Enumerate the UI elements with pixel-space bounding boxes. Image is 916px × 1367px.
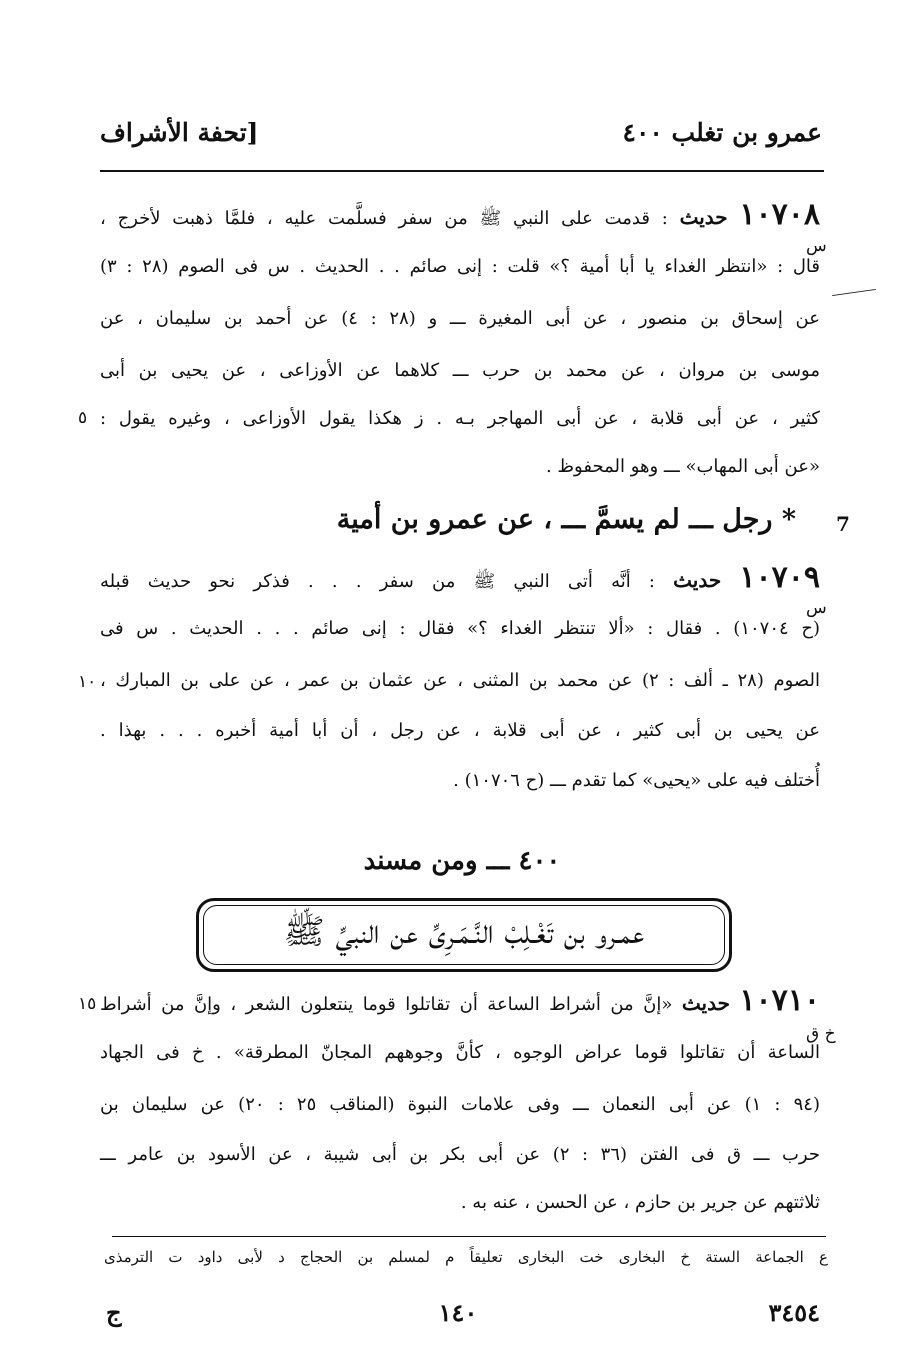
hadith-10710-margin-code: خ ق [806, 1024, 836, 1044]
line-number-5: ٥ [78, 408, 88, 428]
header-rule [100, 170, 824, 172]
hadith-10708-line-5: كثير ، عن أبى قلابة ، عن أبى المهاجر بـه . ز هكذا يقول الأوزاعى ، وغيره يقول : [100, 408, 820, 429]
hadith-10709-line-5: أُختلف فيه على «يحيى» كما تقدم ـــ (ح ١٠٧٠٦) . [453, 770, 820, 791]
hadith-keyword: حديث [679, 205, 728, 229]
footer-reference-number: ٣٤٥٤ [768, 1298, 820, 1327]
page-number: ١٤٠ [438, 1298, 478, 1327]
hadith-10710-line-3: (٩٤ : ١) عن أبى النعمان ـــ وفى علامات النبوة (المناقب ٢٥ : ٢٠) عن سليمان بن [100, 1094, 820, 1115]
running-header [100, 118, 822, 158]
hadith-10710-line-2: الساعة أن تقاتلوا قوما عراض الوجوه ، كأنَّ وجوههم المجانّ المطرقة» . خ فى الجهاد [100, 1042, 820, 1063]
signature-mark: ج [106, 1298, 122, 1327]
hadith-10708-line-4: موسى بن مروان ، عن محمد بن حرب ـــ كلاهما عن الأوزاعى ، عن يحيى بن أبى [100, 360, 820, 381]
hadith-10709-line-1 [100, 560, 820, 597]
subheading-number: 7 [836, 512, 850, 536]
footnote-rule [112, 1236, 826, 1237]
hadith-number: ١٠٧٠٨ [739, 197, 820, 232]
hadith-keyword: حديث [673, 568, 722, 592]
hadith-10710-line-4: حرب ـــ ق فى الفتن (٣٦ : ٢) عن أبى بكر بن أبى شيبة ، عن الأسود بن عامر ـــ [100, 1144, 820, 1165]
hadith-10708-margin-code: س [806, 236, 827, 256]
hadith-10709-margin-code: س [806, 598, 827, 618]
hadith-10709-line-4: عن يحيى بن أبى كثير ، عن أبى قلابة ، عن رجل ، أن أبا أمية أخبره . . . بهذا . [100, 720, 820, 741]
narrator-subheading: * رجل ـــ لم يسمَّ ـــ ، عن عمرو بن أمية [336, 504, 796, 535]
hadith-10708-line-3: عن إسحاق بن منصور ، عن أبى المغيرة ـــ و (٢٨ : ٤) عن أحمد بن سليمان ، عن [100, 308, 820, 329]
hadith-text: : قدمت على النبي ﷺ من سفر فسلَّمت عليه ، فلمَّا ذهبت لأخرج ، [100, 208, 668, 229]
section-title: ٤٠٠ ـــ ومن مسند [363, 846, 561, 876]
hadith-keyword: حديث [681, 991, 730, 1015]
header-chapter-title: عمرو بن تغلب ٤٠٠ [622, 118, 822, 147]
hadith-number: ١٠٧٠٩ [739, 560, 820, 595]
hadith-10710-line-1 [100, 983, 820, 1020]
hadith-10708-line-2: قال : «انتظر الغداء يا أبا أمية ؟» قلت : إنى صائم . . الحديث . س فى الصوم (٢٨ : ٣) [100, 256, 820, 277]
hadith-10709-line-2: (ح ١٠٧٠٤) . فقال : «ألا تنتظر الغداء ؟» فقال : إنى صائم . . . الحديث . س فى [100, 618, 820, 639]
line-number-10: ١٠ [78, 672, 97, 692]
musnad-title: عمـرو بن تَغْـلِبْ النَّـمَـرِىِّ عن النبيِّ ﷺ [283, 911, 645, 952]
abbreviation-key: ع الجماعة الستة خ البخارى خت البخارى تعليقاً م لمسلم بن الحجاج د لأبى داود ت الترمذى [104, 1248, 828, 1266]
hadith-10708-line-6: «عن أبى المهاب» ـــ وهو المحفوظ . [545, 456, 820, 477]
margin-stroke [832, 289, 876, 296]
hadith-number: ١٠٧١٠ [739, 983, 820, 1018]
musnad-title-box [196, 898, 732, 972]
hadith-10710-line-5: ثلاثتهم عن جرير بن حازم ، عن الحسن ، عنه به . [460, 1192, 820, 1213]
hadith-10709-line-3: الصوم (٢٨ ـ ألف : ٢) عن محمد بن المثنى ، عن عثمان بن عمر ، عن على بن المبارك ، [100, 670, 820, 691]
hadith-text: : أنَّه أتى النبي ﷺ من سفر . . . فذكر نحو حديث قبله [100, 571, 655, 592]
header-book-title: [تحفة الأشراف [100, 118, 259, 147]
hadith-text: «إنَّ من أشراط الساعة أن تقاتلوا قوما ينتعلون الشعر ، وإنَّ من أشراط [100, 994, 673, 1015]
line-number-15: ١٥ [78, 994, 97, 1014]
hadith-10708-line-1 [100, 197, 820, 234]
